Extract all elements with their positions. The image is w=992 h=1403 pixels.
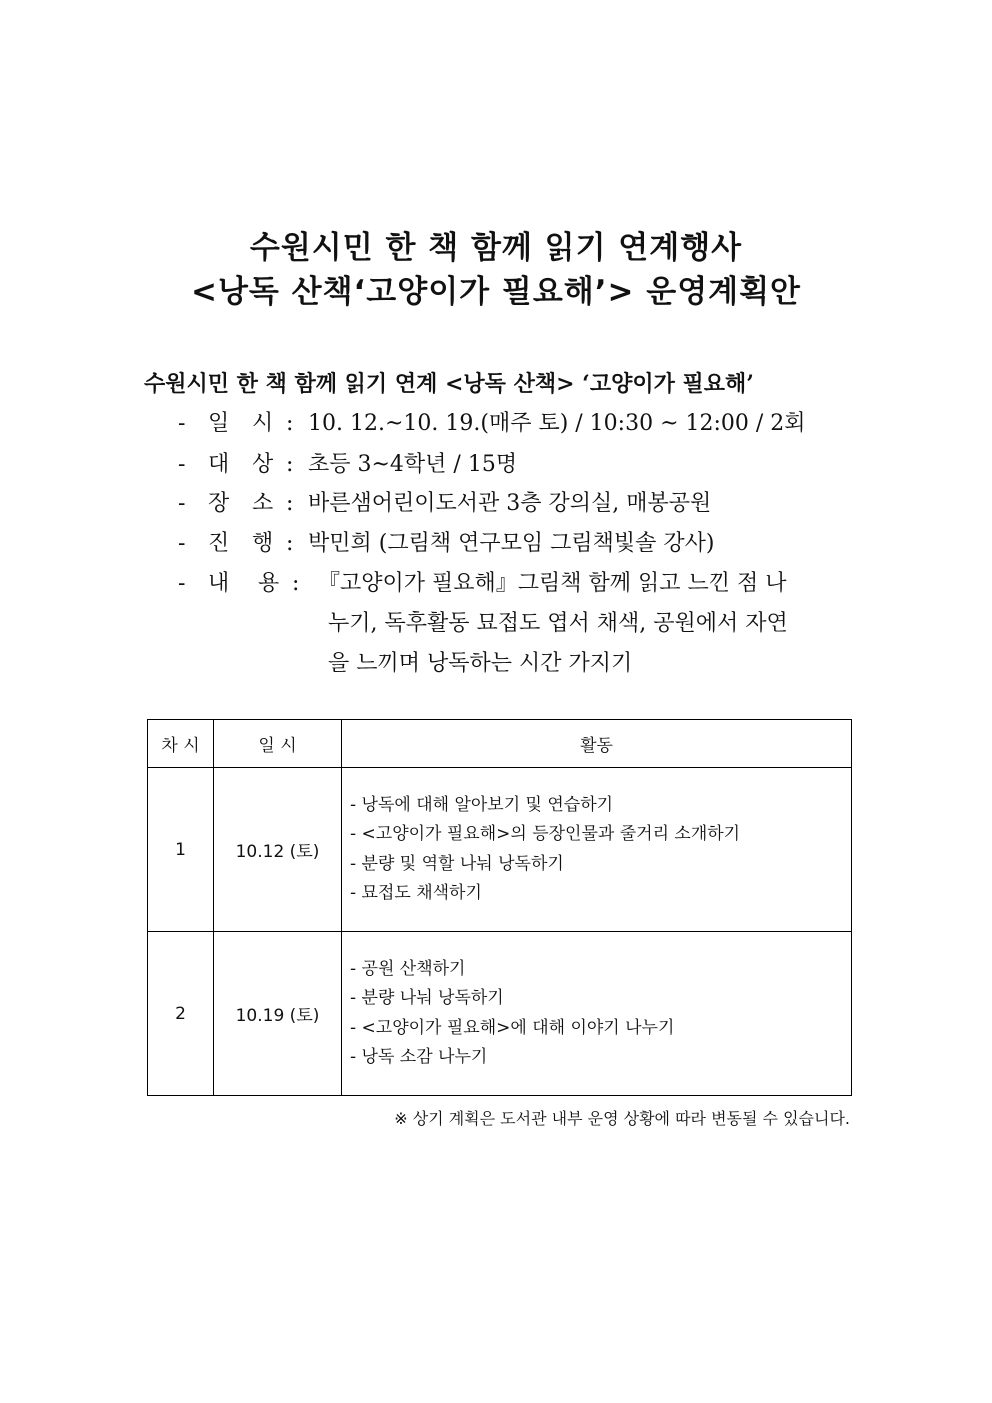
detail-value-target: 초등 3~4학년 / 15명 xyxy=(308,452,518,477)
detail-dash: - xyxy=(178,571,186,596)
detail-key-part: 상 xyxy=(252,452,274,477)
document-title-line-2: <낭독 산책‘고양이가 필요해’> 운영계획안 xyxy=(190,274,801,310)
detail-value-host: 박민희 (그림책 연구모임 그림책빛솔 강사) xyxy=(308,531,715,556)
detail-key-part: 대 xyxy=(208,452,230,477)
detail-colon: : xyxy=(292,571,300,596)
table-row xyxy=(148,932,852,1096)
activity-item: - 낭독에 대해 알아보기 및 연습하기 xyxy=(350,794,614,815)
header-session: 차 시 xyxy=(148,720,214,768)
activity-item: - <고양이가 필요해>에 대해 이야기 나누기 xyxy=(350,1017,675,1038)
detail-dash: - xyxy=(178,491,186,516)
activity-item: - 공원 산책하기 xyxy=(350,958,466,979)
activity-item: - 분량 및 역할 나눠 낭독하기 xyxy=(350,853,564,874)
header-activity: 활동 xyxy=(342,720,852,768)
table-row xyxy=(148,768,852,932)
session-activities xyxy=(342,768,852,932)
header-date: 일 시 xyxy=(214,720,342,768)
detail-colon: : xyxy=(286,531,294,556)
schedule-table xyxy=(147,719,852,1096)
detail-value-place: 바른샘어린이도서관 3층 강의실, 매봉공원 xyxy=(308,491,712,516)
activity-item: - <고양이가 필요해>의 등장인물과 줄거리 소개하기 xyxy=(350,824,741,844)
detail-dash: - xyxy=(178,531,186,556)
detail-content-continuation-1: 누기, 독후활동 묘접도 엽서 채색, 공원에서 자연 xyxy=(328,611,788,636)
detail-key-part: 소 xyxy=(252,491,274,516)
detail-colon: : xyxy=(286,452,294,477)
session-date: 10.19 (토) xyxy=(214,932,342,1096)
activity-item: - 묘접도 채색하기 xyxy=(350,883,482,903)
session-number: 2 xyxy=(148,932,214,1096)
detail-key-part: 시 xyxy=(252,411,274,436)
detail-value-content: 『고양이가 필요해』그림책 함께 읽고 느낀 점 나 xyxy=(318,571,787,596)
detail-row-content xyxy=(178,566,787,597)
detail-key-part: 용 xyxy=(258,571,280,596)
session-number: 1 xyxy=(148,768,214,932)
detail-key-part: 장 xyxy=(208,491,230,516)
activity-item: - 낭독 소감 나누기 xyxy=(350,1047,488,1067)
detail-key-part: 내 xyxy=(208,571,230,596)
detail-key-part: 일 xyxy=(208,411,230,436)
detail-row-host xyxy=(178,526,714,557)
detail-colon: : xyxy=(286,411,294,436)
detail-value-schedule: 10. 12.~10. 19.(매주 토) / 10:30 ~ 12:00 / 2회 xyxy=(308,411,806,436)
session-activities xyxy=(342,932,852,1096)
session-date: 10.12 (토) xyxy=(214,768,342,932)
document-title-line-1: 수원시민 한 책 함께 읽기 연계행사 xyxy=(249,230,743,266)
footnote: ※ 상기 계획은 도서관 내부 운영 상황에 따라 변동될 수 있습니다. xyxy=(394,1109,850,1128)
detail-key-part: 행 xyxy=(252,531,274,556)
detail-colon: : xyxy=(286,491,294,516)
detail-dash: - xyxy=(178,411,186,436)
detail-row-schedule xyxy=(178,406,806,437)
program-heading: 수원시민 한 책 함께 읽기 연계 <낭독 산책> ‘고양이가 필요해’ xyxy=(144,371,754,397)
detail-row-target xyxy=(178,447,517,478)
detail-key-part: 진 xyxy=(208,531,230,556)
detail-row-place xyxy=(178,486,711,517)
detail-content-continuation-2: 을 느끼며 낭독하는 시간 가지기 xyxy=(328,651,633,676)
activity-item: - 분량 나눠 낭독하기 xyxy=(350,988,504,1008)
detail-dash: - xyxy=(178,452,186,477)
table-header-row xyxy=(148,720,852,768)
